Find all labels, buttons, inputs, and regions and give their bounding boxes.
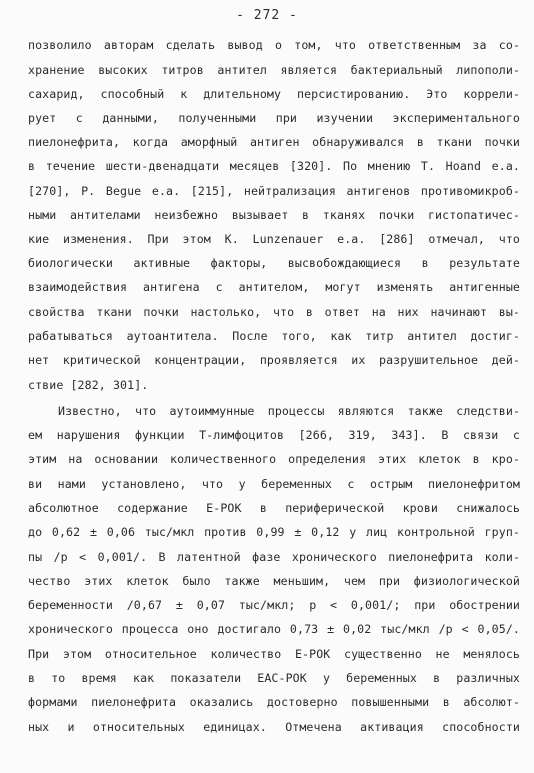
text-line: Известно, что аутоиммунные процессы являются также следстви- (58, 404, 520, 418)
text-line: взаимодействия антигена с антителом, могут изменять антигенные (28, 280, 520, 294)
text-line: нет критической концентрации, проявляется их разрушительное дей- (28, 353, 520, 367)
text-line: ных и относительных единицах. Отмечена активация способности (28, 720, 520, 734)
text-line: биологически активные факторы, высвобождающиеся в результате (28, 256, 520, 270)
text-line: позволило авторам сделать вывод о том, что ответственным за со- (28, 38, 520, 52)
text-line: При этом относительное количество Е-РОК существенно не менялось (28, 647, 520, 661)
text-line: рабатываться аутоантитела. После того, как титр антител достиг- (28, 329, 520, 343)
text-line: ем нарушения функции Т-лимфоцитов [266, 319, 343]. В связи с (28, 428, 520, 442)
text-line: пиелонефрита, когда аморфный антиген обнаруживался в ткани почки (28, 135, 520, 149)
text-line: формами пиелонефрита оказались достоверно повышенными в абсолют- (28, 695, 520, 709)
text-line: хронического процесса оно достигало 0,73 ± 0,02 тыс/мкл /р < 0,05/. (28, 622, 520, 636)
text-line: пы /р < 0,001/. В латентной фазе хронического пиелонефрита коли- (28, 550, 520, 564)
text-line: рует с данными, полученными при изучении экспериментального (28, 111, 520, 125)
text-line: ви нами установлено, что у беременных с острым пиелонефритом (28, 477, 520, 491)
text-line: ствие [282, 301]. (28, 378, 149, 392)
text-line: свойства ткани почки настолько, что в ответ на них начинают вы- (28, 305, 520, 319)
text-line: ными антителами неизбежно вызывает в тканях почки гистопатичес- (28, 208, 520, 222)
text-line: до 0,62 ± 0,06 тыс/мкл против 0,99 ± 0,12 у лиц контрольной груп- (28, 525, 520, 539)
text-line: [270], P. Begue e.a. [215], нейтрализация антигенов противомикроб- (28, 184, 520, 198)
text-line: абсолютное содержание Е-РОК в периферической крови снижалось (28, 501, 520, 515)
text-line: в то время как показатели ЕАС-РОК у беременных в различных (28, 671, 520, 685)
text-line: сахарид, способный к длительному персистированию. Это коррели- (28, 87, 520, 101)
text-line: чество этих клеток было также меньшим, чем при физиологической (28, 574, 520, 588)
text-line: этим на основании количественного определения этих клеток в кро- (28, 452, 520, 466)
text-line: в течение шести-двенадцати месяцев [320]. По мнению T. Hoand e.a. (28, 159, 520, 173)
text-line: хранение высоких титров антител является бактериальный липополи- (28, 63, 520, 77)
page-number: - 272 - (236, 8, 298, 23)
text-line: кие изменения. При этом K. Lunzenauer e.a. [286] отмечал, что (28, 232, 520, 246)
text-line: беременности /0,67 ± 0,07 тыс/мкл; р < 0,001/; при обострении (28, 598, 520, 612)
